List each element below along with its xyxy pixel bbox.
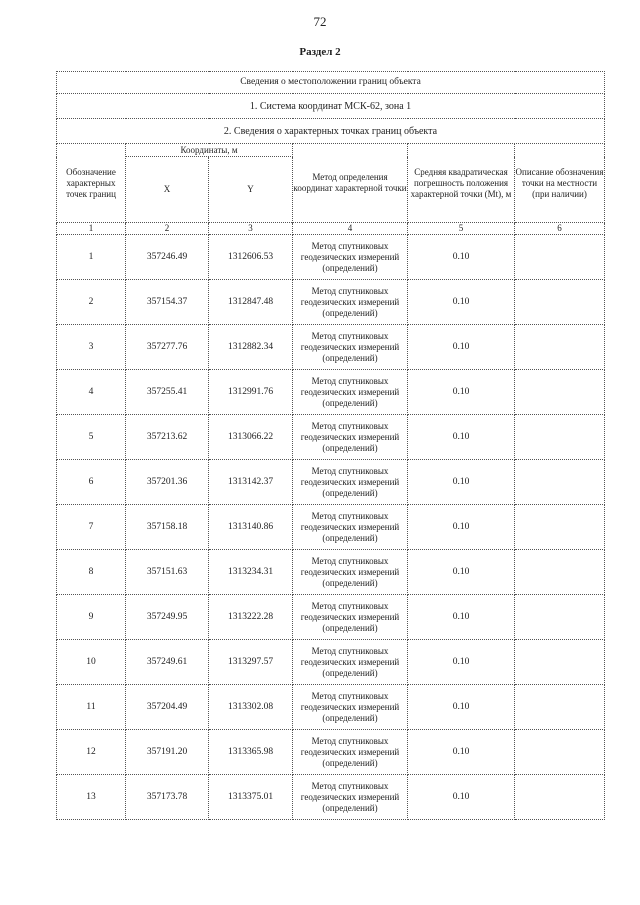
cell-error: 0.10 [408,415,515,460]
cell-x: 357249.95 [126,595,209,640]
table-row [57,415,605,460]
table-row [57,640,605,685]
header-method: Метод определения координат характерной точки [293,144,408,223]
cell-y: 1312847.48 [209,280,293,325]
cell-x: 357204.49 [126,685,209,730]
cell-y: 1313365.98 [209,730,293,775]
cell-error: 0.10 [408,505,515,550]
table-row [57,730,605,775]
header-x: X [126,157,209,223]
cell-method: Метод спутниковых геодезических измерений (определений) [293,415,408,460]
cell-y: 1313140.86 [209,505,293,550]
cell-error: 0.10 [408,280,515,325]
cell-error: 0.10 [408,685,515,730]
table-title: Сведения о местоположении границ объекта [57,72,605,94]
cell-y: 1313375.01 [209,775,293,820]
cell-error: 0.10 [408,775,515,820]
cell-y: 1312606.53 [209,235,293,280]
cell-x: 357213.62 [126,415,209,460]
header-error: Средняя квадратическая погрешность положения характерной точки (Mt), м [408,144,515,223]
column-number: 6 [515,223,605,235]
cell-description [515,640,605,685]
cell-description [515,685,605,730]
cell-description [515,280,605,325]
column-number: 2 [126,223,209,235]
cell-error: 0.10 [408,595,515,640]
cell-y: 1312991.76 [209,370,293,415]
cell-point: 6 [57,460,126,505]
table-row [57,280,605,325]
cell-point: 2 [57,280,126,325]
cell-point: 11 [57,685,126,730]
cell-y: 1312882.34 [209,325,293,370]
cell-description [515,595,605,640]
cell-method: Метод спутниковых геодезических измерений (определений) [293,460,408,505]
cell-point: 7 [57,505,126,550]
cell-description [515,550,605,595]
column-number: 3 [209,223,293,235]
page-number: 72 [313,14,327,29]
cell-x: 357255.41 [126,370,209,415]
cell-method: Метод спутниковых геодезических измерений (определений) [293,505,408,550]
cell-error: 0.10 [408,235,515,280]
cell-error: 0.10 [408,460,515,505]
cell-method: Метод спутниковых геодезических измерений (определений) [293,370,408,415]
coordinate-system: 1. Система координат МСК-62, зона 1 [57,94,605,119]
table-row [57,550,605,595]
cell-method: Метод спутниковых геодезических измерений (определений) [293,775,408,820]
cell-y: 1313302.08 [209,685,293,730]
cell-point: 12 [57,730,126,775]
header-coordinates: Координаты, м [126,144,293,157]
cell-y: 1313234.31 [209,550,293,595]
cell-error: 0.10 [408,370,515,415]
column-number: 5 [408,223,515,235]
cell-description [515,730,605,775]
table-row [57,325,605,370]
cell-method: Метод спутниковых геодезических измерений (определений) [293,685,408,730]
table-row [57,460,605,505]
table-row [57,235,605,280]
cell-point: 9 [57,595,126,640]
table-row [57,775,605,820]
header-point-designation: Обозначение характерных точек границ [57,144,126,223]
table-row [57,370,605,415]
boundary-points-table [56,71,605,820]
cell-method: Метод спутниковых геодезических измерений (определений) [293,595,408,640]
cell-error: 0.10 [408,640,515,685]
cell-y: 1313142.37 [209,460,293,505]
cell-point: 3 [57,325,126,370]
cell-method: Метод спутниковых геодезических измерений (определений) [293,640,408,685]
cell-point: 1 [57,235,126,280]
cell-x: 357201.36 [126,460,209,505]
cell-point: 5 [57,415,126,460]
cell-method: Метод спутниковых геодезических измерений (определений) [293,280,408,325]
cell-method: Метод спутниковых геодезических измерений (определений) [293,730,408,775]
cell-description [515,505,605,550]
cell-error: 0.10 [408,730,515,775]
cell-method: Метод спутниковых геодезических измерений (определений) [293,235,408,280]
header-y: Y [209,157,293,223]
cell-description [515,460,605,505]
cell-x: 357277.76 [126,325,209,370]
cell-error: 0.10 [408,550,515,595]
cell-description [515,775,605,820]
cell-x: 357249.61 [126,640,209,685]
cell-description [515,370,605,415]
cell-point: 10 [57,640,126,685]
cell-point: 4 [57,370,126,415]
cell-description [515,235,605,280]
cell-error: 0.10 [408,325,515,370]
cell-y: 1313222.28 [209,595,293,640]
cell-point: 13 [57,775,126,820]
table-row [57,685,605,730]
cell-y: 1313297.57 [209,640,293,685]
table-row [57,505,605,550]
cell-x: 357246.49 [126,235,209,280]
points-info: 2. Сведения о характерных точках границ объекта [57,119,605,144]
table-row [57,595,605,640]
cell-x: 357151.63 [126,550,209,595]
cell-method: Метод спутниковых геодезических измерений (определений) [293,325,408,370]
cell-x: 357191.20 [126,730,209,775]
column-number: 4 [293,223,408,235]
cell-x: 357154.37 [126,280,209,325]
cell-point: 8 [57,550,126,595]
cell-x: 357173.78 [126,775,209,820]
header-description: Описание обозначения точки на местности (при наличии) [515,144,605,223]
column-number: 1 [57,223,126,235]
section-title: Раздел 2 [299,46,341,58]
cell-description [515,415,605,460]
cell-x: 357158.18 [126,505,209,550]
cell-description [515,325,605,370]
cell-y: 1313066.22 [209,415,293,460]
cell-method: Метод спутниковых геодезических измерений (определений) [293,550,408,595]
